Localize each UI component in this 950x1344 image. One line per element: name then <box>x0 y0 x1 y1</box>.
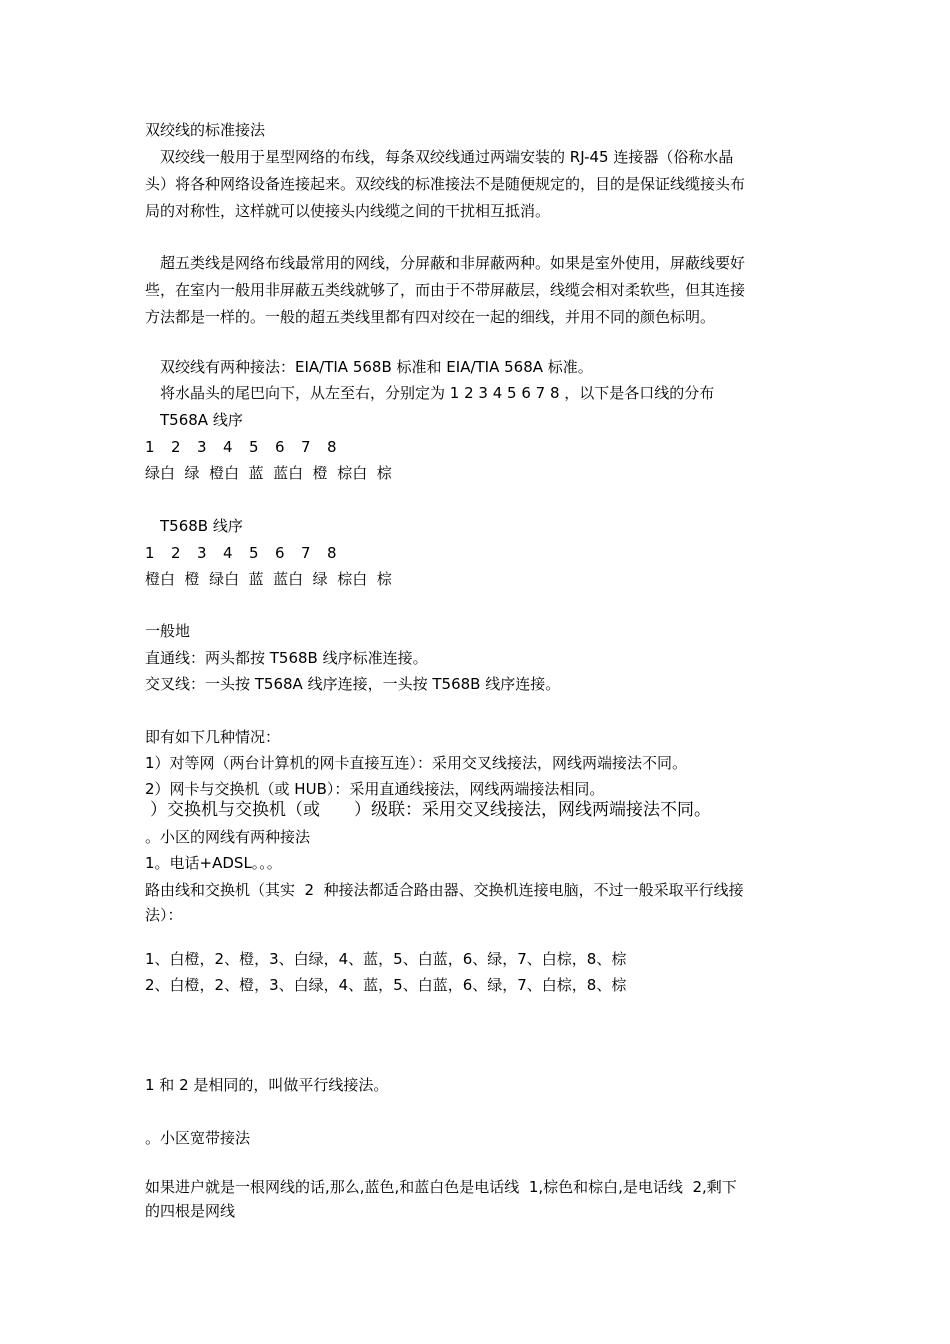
case-item: 2）网卡与交换机（或 HUB）：采用直通线接法，网线两端接法相同。 <box>145 780 605 798</box>
parallel-note: 1 和 2 是相同的，叫做平行线接法。 <box>145 1076 389 1094</box>
doc-title: 双绞线的标准接法 <box>145 121 266 139</box>
paragraph-line: 双绞线有两种接法：EIA/TIA 568B 标准和 EIA/TIA 568A 标准。 <box>160 358 593 376</box>
cases-heading: 即有如下几种情况： <box>145 728 281 746</box>
pin-number: 5 <box>249 438 259 456</box>
t568b-colors: 橙白 橙 绿白 蓝 蓝白 绿 棕白 棕 <box>145 570 392 588</box>
pin-number: 6 <box>275 438 285 456</box>
paragraph-line: 超五类线是网络布线最常用的网线，分屏蔽和非屏蔽两种。如果是室外使用，屏蔽线要好 <box>160 254 746 272</box>
pin-number: 8 <box>327 544 337 562</box>
pin-number: 1 <box>145 544 155 562</box>
paragraph-line: 头）将各种网络设备连接起来。双绞线的标准接法不是随便规定的，目的是保证线缆接头布 <box>145 175 746 193</box>
community-heading: 。小区的网线有两种接法 <box>145 828 311 846</box>
pin-number: 1 <box>145 438 155 456</box>
broadband-heading: 。小区宽带接法 <box>145 1129 251 1147</box>
t568a-colors: 绿白 绿 橙白 蓝 蓝白 橙 棕白 棕 <box>145 464 392 482</box>
community-line: 1。电话+ADSL。。。 <box>145 854 282 872</box>
pin-number: 4 <box>223 438 233 456</box>
broadband-line: 如果进户就是一根网线的话,那么,蓝色,和蓝白色是电话线 1,棕色和棕白,是电话线 2,剩下 <box>145 1178 737 1196</box>
t568a-title: T568A 线序 <box>160 411 243 429</box>
paragraph-line: 局的对称性，这样就可以使接头内线缆之间的干扰相互抵消。 <box>145 202 551 220</box>
straight-through-line: 直通线：两头都按 T568B 线序标准连接。 <box>145 649 428 667</box>
pin-number: 4 <box>223 544 233 562</box>
community-line: 法）： <box>145 906 183 924</box>
pin-number: 3 <box>197 438 207 456</box>
pin-number: 6 <box>275 544 285 562</box>
paragraph-line: 些，在室内一般用非屏蔽五类线就够了，而由于不带屏蔽层，线缆会相对柔软些，但其连接 <box>145 281 746 299</box>
pin-number: 8 <box>327 438 337 456</box>
pin-number: 2 <box>171 438 181 456</box>
general-heading: 一般地 <box>145 622 191 640</box>
paragraph-line: 方法都是一样的。一般的超五类线里都有四对绞在一起的细线，并用不同的颜色标明。 <box>145 308 716 326</box>
wiring-line: 1、白橙，2、橙，3、白绿，4、蓝，5、白蓝，6、绿，7、白棕，8、棕 <box>145 950 627 968</box>
crossover-line: 交叉线：一头按 T568A 线序连接，一头按 T568B 线序连接。 <box>145 675 561 693</box>
pin-number: 3 <box>197 544 207 562</box>
broadband-line: 的四根是网线 <box>145 1202 236 1220</box>
wiring-line: 2、白橙，2、橙，3、白绿，4、蓝，5、白蓝，6、绿，7、白棕，8、棕 <box>145 976 627 994</box>
pin-number: 7 <box>301 544 311 562</box>
case-item: ）交换机与交换机（或 ）级联：采用交叉线接法，网线两端接法不同。 <box>150 800 711 820</box>
community-line: 路由线和交换机（其实 2 种接法都适合路由器、交换机连接电脑，不过一般采取平行线接 <box>145 881 744 899</box>
pin-number: 2 <box>171 544 181 562</box>
paragraph-line: 将水晶头的尾巴向下，从左至右，分别定为 1 2 3 4 5 6 7 8 ，以下是各口线的分布 <box>160 384 715 402</box>
case-item: 1）对等网（两台计算机的网卡直接互连）：采用交叉线接法，网线两端接法不同。 <box>145 754 688 772</box>
t568b-title: T568B 线序 <box>160 517 243 535</box>
paragraph-line: 双绞线一般用于星型网络的布线，每条双绞线通过两端安装的 RJ-45 连接器（俗称水晶 <box>160 148 734 166</box>
pin-number: 5 <box>249 544 259 562</box>
pin-number: 7 <box>301 438 311 456</box>
